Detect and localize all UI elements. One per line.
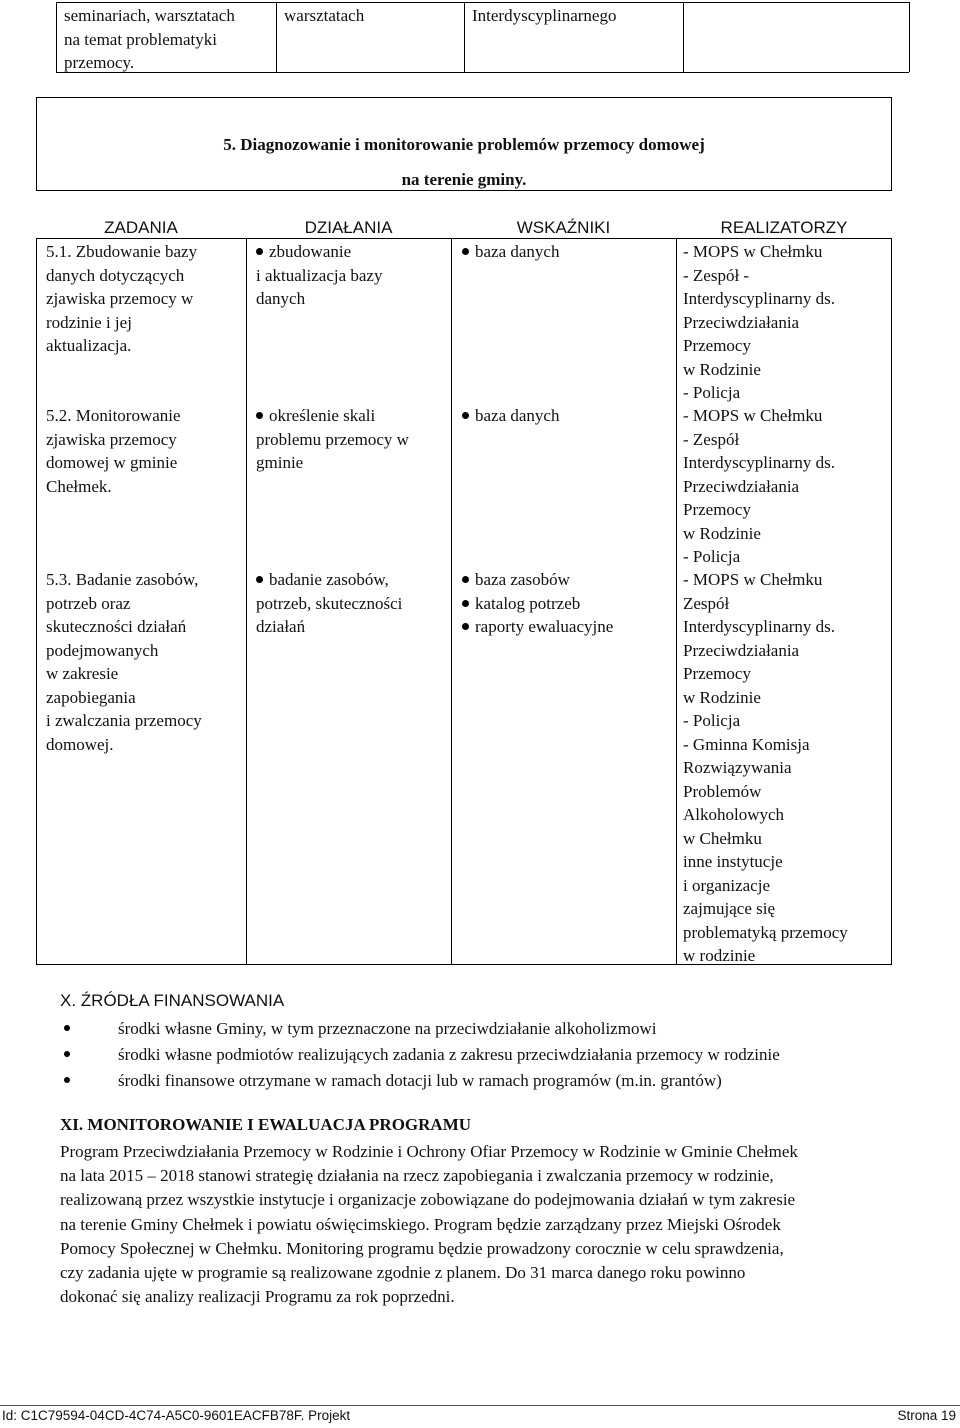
top-cell-1: [64, 4, 235, 75]
action-line: działań: [256, 617, 306, 636]
executor-line: inne instytucje: [683, 852, 783, 871]
action-line: gminie: [256, 453, 304, 472]
paragraph-line: Pomocy Społecznej w Chełmku. Monitoring programu będzie prowadzony corocznie w celu sprawdzenia,: [60, 1238, 784, 1258]
row2-action: [256, 404, 409, 475]
task-line: 5.1. Zbudowanie bazy: [46, 242, 198, 261]
paragraph-line: Program Przeciwdziałania Przemocy w Rodzinie i Ochrony Ofiar Przemocy w Rodzinie w Gminie Chełmek: [60, 1142, 798, 1161]
task-line: potrzeb oraz: [46, 593, 131, 613]
header-actions: DZIAŁANIA: [304, 218, 393, 237]
task-line: zapobiegania: [46, 687, 136, 707]
task-line: i zwalczania przemocy: [46, 711, 202, 730]
executor-line: - Zespół: [683, 429, 740, 449]
task-line: domowej.: [46, 734, 114, 754]
top-cell-3: [472, 4, 616, 28]
header-indicators: WSKAŹNIKI: [516, 218, 611, 237]
executor-line: zajmujące się: [683, 899, 776, 918]
section11-paragraph: [60, 1140, 948, 1309]
section11-title: XI. MONITOROWANIE I EWALUACJA PROGRAMU: [60, 1115, 472, 1134]
task-line: domowej w gminie: [46, 453, 178, 472]
executor-line: Przeciwdziałania: [683, 640, 800, 660]
top-cell-text: przemocy.: [64, 53, 135, 72]
task-line: podejmowanych: [46, 640, 159, 660]
row1-executors: [683, 240, 835, 405]
list-item: [64, 1043, 780, 1067]
footer-divider: [0, 1405, 960, 1406]
executor-line: w rodzinie: [683, 946, 756, 965]
header-executors: REALIZATORZY: [720, 218, 848, 237]
top-cell-text: seminariach, warsztatach: [64, 6, 235, 25]
bullet-icon: [64, 1025, 70, 1031]
action-line: problemu przemocy w: [256, 429, 409, 449]
row3-action: [256, 568, 402, 639]
bullet-icon: [462, 623, 469, 630]
executor-line: Przemocy: [683, 500, 751, 519]
top-cell-2: [284, 4, 364, 28]
bullet-icon: [256, 412, 263, 419]
task-line: danych dotyczących: [46, 265, 185, 285]
task-line: w zakresie: [46, 664, 119, 683]
list-item: [64, 1017, 657, 1041]
row3-indicators: [462, 568, 613, 639]
executor-line: - Policja: [683, 711, 741, 730]
bullet-icon: [462, 412, 469, 419]
paragraph-line: realizowaną przez wszystkie instytucje i organizacje zobowiązane do podejmowania działań w tym zakresie: [60, 1190, 796, 1210]
executor-line: - Policja: [683, 547, 741, 566]
row3-executors: [683, 568, 848, 968]
task-line: skuteczności działań: [46, 617, 187, 636]
indicator-line: baza danych: [475, 242, 560, 261]
task-line: rodzinie i jej: [46, 312, 132, 332]
action-line: potrzeb, skuteczności: [256, 593, 403, 613]
executor-line: - Gminna Komisja: [683, 734, 810, 754]
executor-line: Interdyscyplinarny ds.: [683, 617, 836, 636]
executor-line: problematyką przemocy: [683, 922, 848, 942]
row2-executors: [683, 404, 835, 569]
list-item-text: środki własne Gminy, w tym przeznaczone na przeciwdziałanie alkoholizmowi: [118, 1019, 657, 1038]
list-item-text: środki własne podmiotów realizujących zadania z zakresu przeciwdziałania przemocy w rodzinie: [118, 1045, 780, 1064]
executor-line: - MOPS w Chełmku: [683, 242, 823, 261]
action-line: określenie skali: [269, 406, 376, 425]
executor-line: Przemocy: [683, 664, 751, 683]
indicator-line: baza danych: [475, 406, 560, 425]
bullet-icon: [462, 576, 469, 583]
action-line: zbudowanie: [269, 242, 352, 261]
top-cell-text: warsztatach: [284, 6, 365, 25]
bullet-icon: [256, 576, 263, 583]
list-item-text: środki finansowe otrzymane w ramach dotacji lub w ramach programów (m.in. grantów): [118, 1071, 722, 1090]
bullet-icon: [462, 600, 469, 607]
action-line: badanie zasobów,: [269, 570, 389, 589]
bullet-icon: [64, 1077, 70, 1083]
executor-line: Interdyscyplinarny ds.: [683, 289, 836, 308]
row1-action: [256, 240, 382, 311]
indicator-line: baza zasobów: [475, 570, 570, 589]
row3-task: [46, 568, 202, 756]
paragraph-line: na lata 2015 – 2018 stanowi strategię działania na rzecz zapobiegania i zwalczania przemocy w rodzinie,: [60, 1166, 774, 1186]
executor-line: - MOPS w Chełmku: [683, 570, 823, 589]
executor-line: Przeciwdziałania: [683, 312, 800, 332]
task-line: zjawiska przemocy w: [46, 289, 194, 308]
top-cell-text: na temat problematyki: [64, 29, 217, 49]
section5-title: 5. Diagnozowanie i monitorowanie problemów przemocy domowej: [223, 135, 705, 154]
executor-line: w Rodzinie: [683, 359, 761, 379]
row2-indicators: [462, 404, 559, 428]
executor-line: Alkoholowych: [683, 805, 785, 824]
executor-line: w Rodzinie: [683, 687, 761, 707]
task-line: 5.2. Monitorowanie: [46, 406, 181, 425]
bullet-icon: [256, 248, 263, 255]
top-cell-text: Interdyscyplinarnego: [472, 6, 617, 25]
task-line: Chełmek.: [46, 476, 112, 496]
task-line: aktualizacja.: [46, 336, 132, 355]
executor-line: Interdyscyplinarny ds.: [683, 453, 836, 472]
section10-title: X. ŹRÓDŁA FINANSOWANIA: [60, 991, 285, 1010]
executor-line: - MOPS w Chełmku: [683, 406, 823, 425]
paragraph-line: czy zadania ujęte w programie są realizowane zgodnie z planem. Do 31 marca danego roku powinno: [60, 1263, 746, 1283]
row2-task: [46, 404, 181, 498]
executor-line: Rozwiązywania: [683, 758, 792, 777]
executor-line: Zespół: [683, 593, 730, 613]
bullet-icon: [462, 248, 469, 255]
list-item: [64, 1069, 722, 1093]
executor-line: i organizacje: [683, 875, 771, 895]
footer-page-number: Strona 19: [897, 1408, 956, 1423]
executor-line: Problemów: [683, 781, 762, 801]
header-tasks: ZADANIA: [104, 218, 178, 237]
paragraph-line: na terenie Gminy Chełmek i powiatu oświęcimskiego. Program będzie zarządzany przez Miejski Ośrodek: [60, 1214, 781, 1234]
executor-line: w Rodzinie: [683, 523, 761, 543]
executor-line: - Policja: [683, 383, 741, 402]
row1-task: [46, 240, 197, 358]
task-line: 5.3. Badanie zasobów,: [46, 570, 199, 589]
bullet-icon: [64, 1051, 70, 1057]
executor-line: Przemocy: [683, 336, 751, 355]
footer-id: Id: C1C79594-04CD-4C74-A5C0-9601EACFB78F. Projekt: [2, 1408, 351, 1423]
row1-indicators: [462, 240, 559, 264]
task-line: zjawiska przemocy: [46, 429, 177, 449]
executor-line: - Zespół -: [683, 265, 750, 285]
indicator-line: katalog potrzeb: [475, 593, 581, 613]
executor-line: Przeciwdziałania: [683, 476, 800, 496]
section5-subtitle: na terenie gminy.: [401, 170, 527, 189]
action-line: i aktualizacja bazy: [256, 265, 383, 285]
executor-line: w Chełmku: [683, 828, 762, 848]
indicator-line: raporty ewaluacyjne: [475, 617, 614, 636]
paragraph-line: dokonać się analizy realizacji Programu za rok poprzedni.: [60, 1287, 455, 1307]
action-line: danych: [256, 289, 306, 308]
